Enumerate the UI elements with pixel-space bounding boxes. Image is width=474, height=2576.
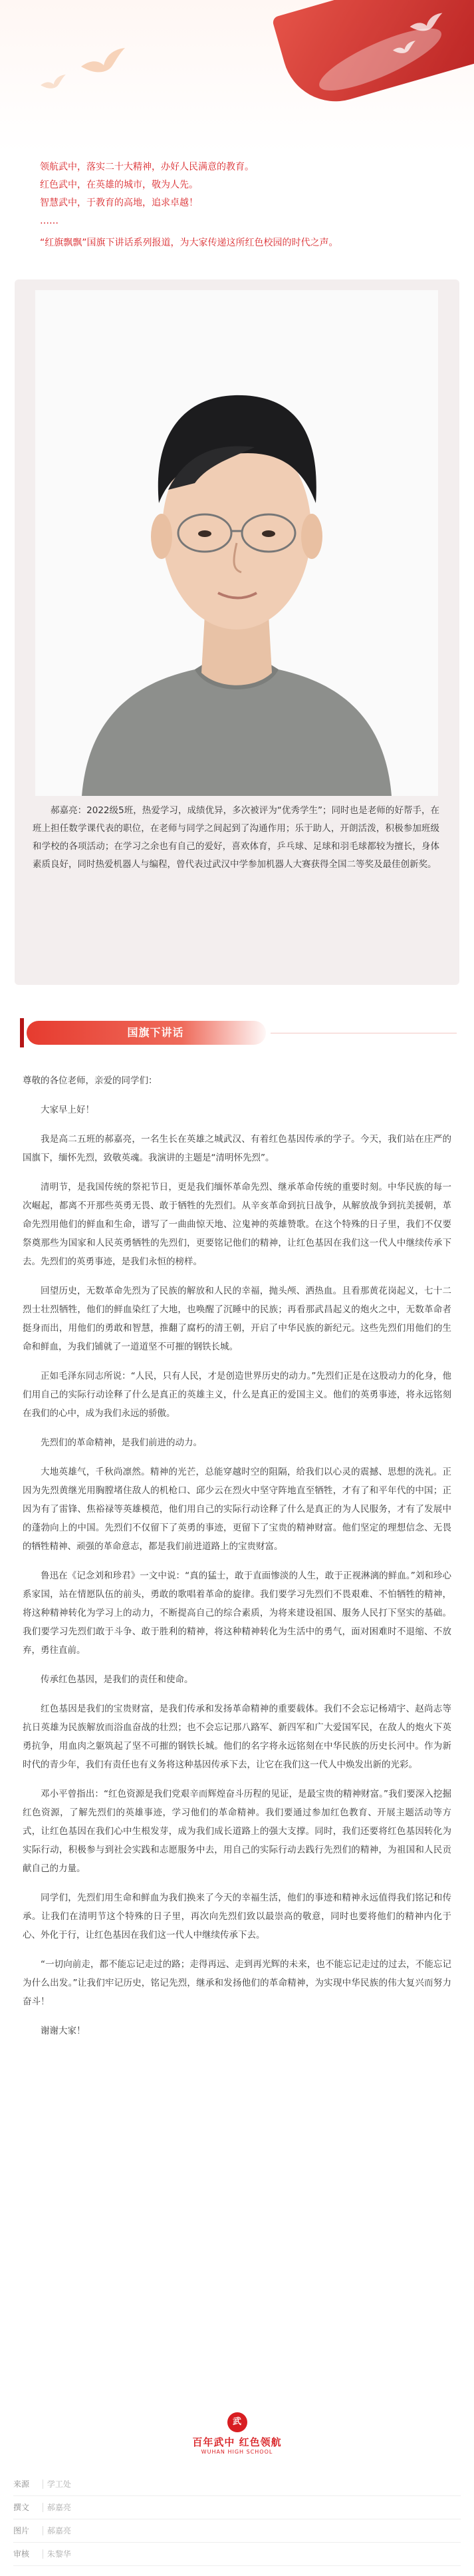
speech-paragraph: 同学们，先烈们用生命和鲜血为我们换来了今天的幸福生活，他们的事迹和精神永远值得我们铭记和传承。让我们在清明节这个特殊的日子里，再次向先烈们致以最崇高的敬意，同时也要将他们的精神内化于心、外化于行，让红色基因在我们这一代人中继续传承下去。 bbox=[23, 1893, 451, 1940]
speech-paragraph: 清明节，是我国传统的祭祀节日，更是我们缅怀革命先烈、继承革命传统的重要时刻。中华民族的每一次崛起，都离不开那些英勇无畏、敢于牺牲的先烈们。从辛亥革命到抗日战争，从解放战争到抗美援朝，革命先烈用他们的鲜血和生命，谱写了一曲曲惊天地、泣鬼神的英雄赞歌。在这个特殊的日子里，我们不仅要祭奠那些为国家和人民英勇牺牲的先烈们，更要铭记他们的精神，让红色基因在我们这一代人中继续传承下去。先烈们的英勇事迹，是我们永恒的榜样。 bbox=[23, 1182, 451, 1267]
speech-paragraph: 大家早上好！ bbox=[41, 1105, 94, 1115]
speech-paragraph: 红色基因是我们的宝贵财富，是我们传承和发扬革命精神的重要载体。我们不会忘记杨靖宇、赵尚志等抗日英雄为民族解放而浴血奋战的壮烈；也不会忘记那八路军、新四军和广大爱国军民，在敌人的炮火下英勇抗争，用血肉之躯筑起了坚不可摧的钢铁长城。他们的名字将永远铭刻在中华民族的历史长河中。作为新时代的青少年，我们有责任也有义务将这种基因传承下去，让它在我们这一代人中焕发出新的光彩。 bbox=[23, 1704, 451, 1770]
credit-value: 学工处 bbox=[43, 2480, 71, 2489]
bottom-edge bbox=[0, 2568, 474, 2576]
intro-ellipsis: …… bbox=[40, 216, 59, 226]
speech-paragraph: 传承红色基因，是我们的责任和使命。 bbox=[41, 1674, 193, 1685]
section-title: 国旗下讲话 bbox=[127, 1026, 184, 1039]
speech-paragraph: 大地英雄气，千秋尚凛然。精神的光芒，总能穿越时空的阻隔，给我们以心灵的震撼、思想的洗礼。正因为先烈黄继光用胸膛堵住敌人的机枪口、邱少云在烈火中坚守阵地直至牺牲，才有了和平年代的中国；正因为有了雷锋、焦裕禄等英雄模范，他们用自己的实际行动诠释了什么是真正的为人民服务，才有了发展中的蓬勃向上的中国。先烈们不仅留下了英勇的事迹，更留下了宝贵的精神财富。他们坚定的理想信念、无畏的牺牲精神、顽强的革命意志，都是我们前进道路上的宝贵财富。 bbox=[23, 1467, 451, 1552]
speech-paragraph: 正如毛泽东同志所说：“人民，只有人民，才是创造世界历史的动力。”先烈们正是在这股动力的化身，他们用自己的实际行动诠释了什么是真正的英雄主义，什么是真正的爱国主义。他们的英勇事迹，将永远铭刻在我们的心中，成为我们永远的骄傲。 bbox=[23, 1371, 451, 1419]
credit-value: 朱黎华 bbox=[43, 2549, 71, 2559]
credit-row-source bbox=[13, 2473, 461, 2496]
red-flag-decoration bbox=[272, 0, 474, 114]
speech-body bbox=[23, 1071, 451, 2051]
intro-series-note: “红旗飘飘”国旗下讲话系列报道，为大家传递这所红色校园的时代之声。 bbox=[40, 238, 338, 248]
intro-line: 领航武中，落实二十大精神，办好人民满意的教育。 bbox=[40, 162, 254, 172]
speaker-photo bbox=[35, 290, 438, 796]
speech-paragraph: 鲁迅在《记念刘和珍君》一文中说：“真的猛士，敢于直面惨淡的人生，敢于正视淋漓的鲜血。”刘和珍心系家国，站在情愿队伍的前头，勇敢的歌唱着革命的旋律。我们要学习先烈们不畏艰难、不怕牺牲的精神，将这种精神转化为学习上的动力，不断提高自己的综合素质，为将来建设祖国、服务人民打下坚实的基础。我们要学习先烈们敢于斗争、敢于胜利的精神，将这种精神转化为生活中的勇气，面对困难时不退缩、不放弃，勇往直前。 bbox=[23, 1570, 451, 1656]
speech-paragraph: 先烈们的革命精神，是我们前进的动力。 bbox=[41, 1437, 202, 1448]
credit-value: 郝嘉亮 bbox=[43, 2503, 71, 2512]
speech-paragraph: “一切向前走，都不能忘记走过的路；走得再远、走到再光辉的未来，也不能忘记走过的过去，不能忘记为什么出发。”让我们牢记历史，铭记先烈，继承和发扬他们的革命精神，为实现中华民族的伟大复兴而努力奋斗！ bbox=[23, 1959, 451, 2007]
school-logo-subtitle: WUHAN HIGH SCHOOL bbox=[201, 2449, 273, 2455]
dove-icon bbox=[409, 12, 443, 35]
credit-label: 来源 bbox=[13, 2480, 30, 2489]
school-logo-title: 百年武中 红色领航 bbox=[192, 2436, 282, 2448]
credit-row-photo bbox=[13, 2519, 461, 2543]
section-header bbox=[15, 1015, 459, 1049]
intro-block bbox=[40, 158, 439, 252]
dove-icon bbox=[40, 73, 66, 92]
credit-row-author bbox=[13, 2496, 461, 2519]
credit-label: 撰文 bbox=[13, 2503, 30, 2512]
intro-line: 智慧武中，于教育的高地，追求卓越！ bbox=[40, 198, 198, 208]
speech-closing: 谢谢大家！ bbox=[41, 2026, 86, 2036]
dove-icon bbox=[392, 40, 416, 56]
speaker-profile-card bbox=[15, 279, 459, 985]
speech-paragraph: 邓小平曾指出：“红色资源是我们党艰辛而辉煌奋斗历程的见证，是最宝贵的精神财富。”我们要深入挖掘红色资源，了解先烈们的英雄事迹，学习他们的革命精神。我们要通过参加红色教育、开展主题活动等方式，让红色基因在我们心中生根发芽，成为我们成长道路上的强大支撑。同时，我们还要将红色基因转化为实际行动，积极参与到社会实践和志愿服务中去，用自己的实际行动去践行先烈们的精神，为祖国和人民贡献自己的力量。 bbox=[23, 1789, 451, 1874]
speech-paragraph: 我是高二五班的郝嘉亮，一名生长在英雄之城武汉、有着红色基因传承的学子。今天，我们站在庄严的国旗下，缅怀先烈，致敬英魂。我演讲的主题是“清明怀先烈”。 bbox=[23, 1134, 451, 1163]
article-credits bbox=[13, 2473, 461, 2566]
speech-greeting: 尊敬的各位老师，亲爱的同学们： bbox=[23, 1075, 158, 1086]
credit-label: 审核 bbox=[13, 2549, 30, 2559]
speaker-bio: 郝嘉亮：2022级5班，热爱学习，成绩优异，多次被评为“优秀学生”；同时也是老师的好帮手，在班上担任数学课代表的职位，在老师与同学之间起到了沟通作用；乐于助人，开朗活泼，积极参加班级和学校的各项活动；在学习之余也有自己的爱好，喜欢体育，乒乓球、足球和羽毛球都较为擅长，身体素质良好，同时热爱机器人与编程，曾代表过武汉中学参加机器人大赛获得全国二等奖及最佳创新奖。 bbox=[33, 805, 439, 870]
credit-label: 图片 bbox=[13, 2526, 30, 2535]
section-title-ribbon bbox=[27, 1021, 266, 1045]
dove-icon bbox=[80, 47, 126, 77]
intro-line: 红色武中，在英雄的城市，敬为人先。 bbox=[40, 180, 198, 190]
credit-value: 郝嘉亮 bbox=[43, 2526, 71, 2535]
school-logo bbox=[166, 2412, 308, 2459]
speech-paragraph: 回望历史，无数革命先烈为了民族的解放和人民的幸福，抛头颅、洒热血。且看那黄花岗起义，七十二烈士壮烈牺牲，他们的鲜血染红了大地，也唤醒了沉睡中的民族；再看那武昌起义的炮火之中，无数革命者挺身而出，用他们的勇敢和智慧，推翻了腐朽的清王朝，开启了中华民族的新纪元。这些先烈们用他们的生命和鲜血，为我们铺就了一道道坚不可摧的钢铁长城。 bbox=[23, 1286, 451, 1352]
school-logo-icon: 武 bbox=[227, 2412, 247, 2432]
header-banner bbox=[0, 0, 474, 153]
credit-row-reviewer bbox=[13, 2543, 461, 2566]
